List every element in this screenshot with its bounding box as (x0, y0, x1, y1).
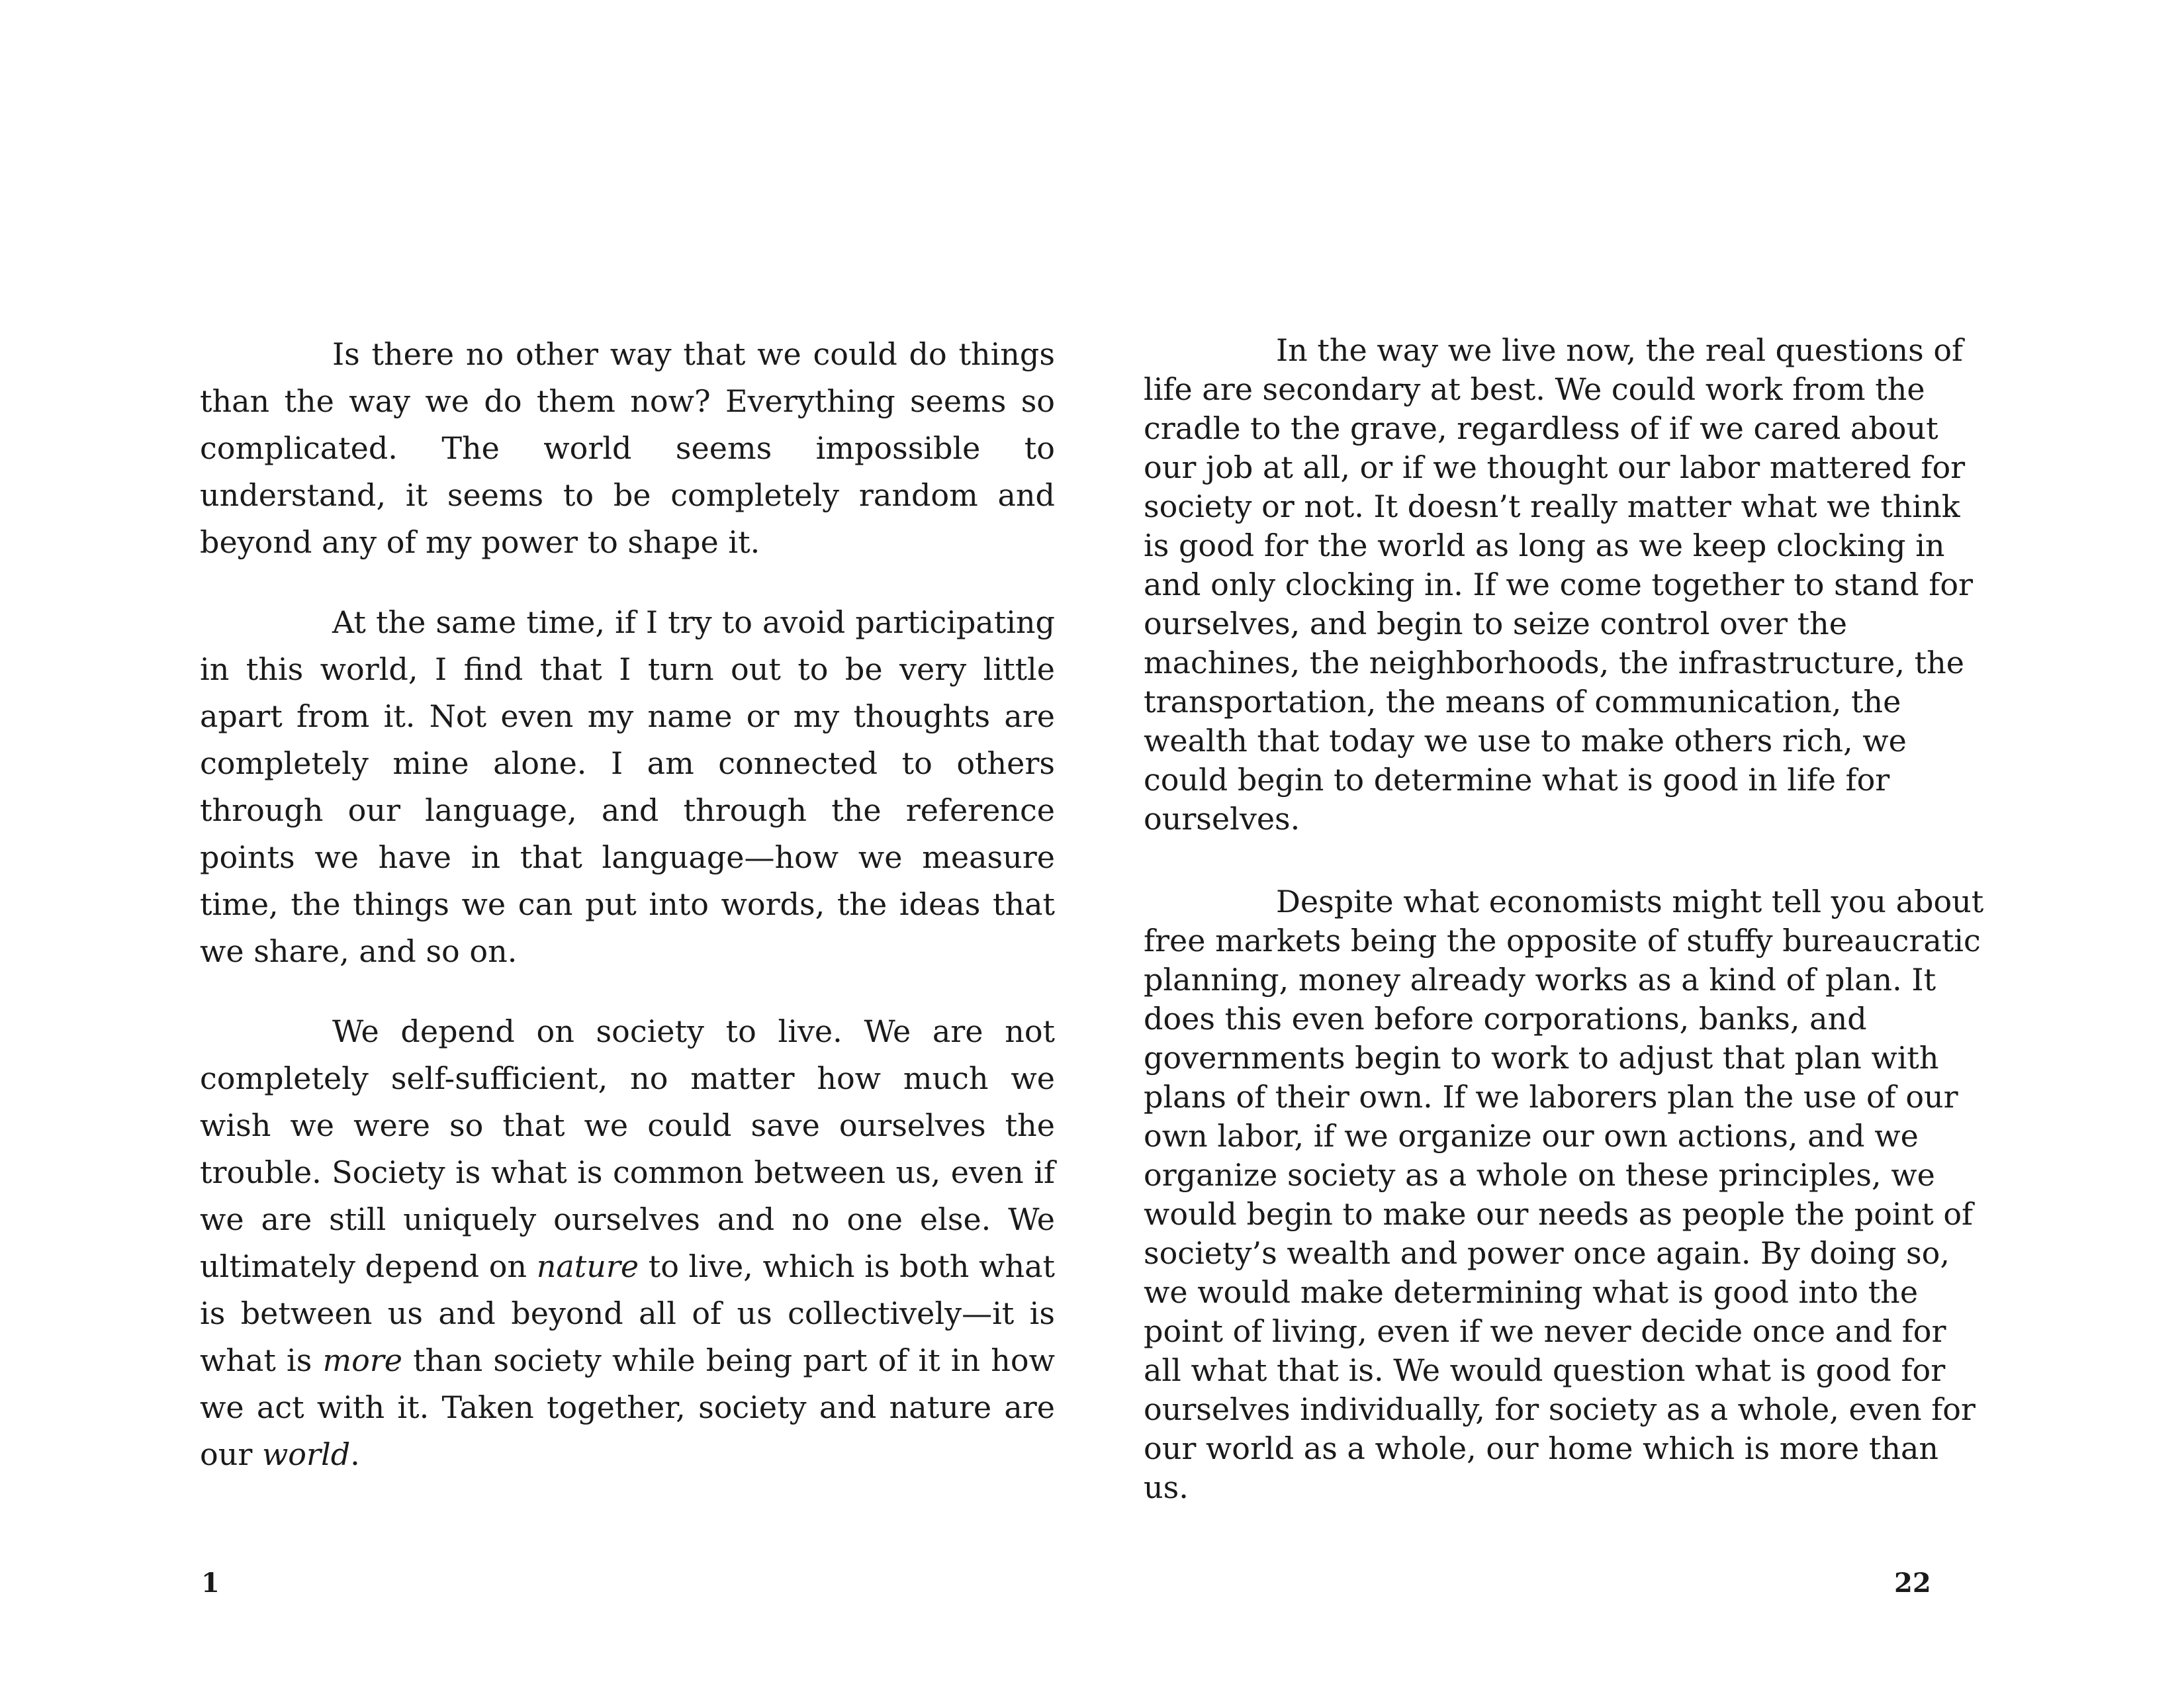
paragraph-text: We depend on society to live. We are not completely self-sufficient, no matter how much we wish we were so that we could save ourselves the trouble. Society is what is common between us, even if we are still uniquely ourselves and no one else. We ultimately depend on (200, 1013, 1055, 1284)
emphasis-text: nature (536, 1248, 639, 1284)
left-page-text-column (200, 331, 1055, 1511)
page-number: 1 (201, 1568, 220, 1599)
paragraph (200, 331, 1055, 566)
paragraph: Despite what economists might tell you about free markets being the opposite of stuffy bureaucratic planning, money already works as a kind of plan. It does this even before corporations, banks, and governments begin to work to adjust that plan with plans of their own. If we laborers plan the use of our own labor, if we organize our own actions, and we organize society as a whole on these principles, we would begin to make our needs as people the point of society’s wealth and power once again. By doing so, we would make determining what is good into the point of living, even if we never decide once and for all what that is. We would question what is good for ourselves individually, for society as a whole, even for our world as a whole, our home which is more than us. (1144, 884, 1984, 1505)
paragraph (200, 1008, 1055, 1478)
paragraph-text: Is there no other way that we could do things than the way we do them now? Everything seems so complicated. The world seems impossible to understand, it seems to be completely random and beyond any of my power to shape it. (200, 336, 1055, 560)
paragraph-text: to live, which is both what is between us and beyond all of us collectively—it is what is (200, 1248, 1055, 1378)
right-page-text-column (1144, 331, 1987, 1551)
paragraph (200, 599, 1055, 975)
right-page (1092, 0, 2184, 1688)
emphasis-text: world (261, 1436, 351, 1472)
paragraph-text: . (350, 1436, 360, 1472)
page-number: 22 (1894, 1568, 1931, 1599)
emphasis-text: more (322, 1342, 402, 1378)
paragraph-text: than society while being part of it in how we act with it. Taken together, society and nature are our (200, 1342, 1055, 1472)
paragraph: In the way we live now, the real questions of life are secondary at best. We could work from the cradle to the grave, regardless of if we cared about our job at all, or if we thought our labor mattered for society or not. It doesn’t really matter what we think is good for the world as long as we keep clocking in and only clocking in. If we come together to stand for ourselves, and begin to seize control over the machines, the neighborhoods, the infrastructure, the transportation, the means of communication, the wealth that today we use to make others rich, we could begin to determine what is good in life for ourselves. (1144, 332, 1974, 837)
paragraph-text: At the same time, if I try to avoid participating in this world, I find that I turn out to be very little apart from it. Not even my name or my thoughts are completely mine alone. I am connected to others through our language, and through the reference points we have in that language—how we measure time, the things we can put into words, the ideas that we share, and so on. (200, 604, 1055, 969)
